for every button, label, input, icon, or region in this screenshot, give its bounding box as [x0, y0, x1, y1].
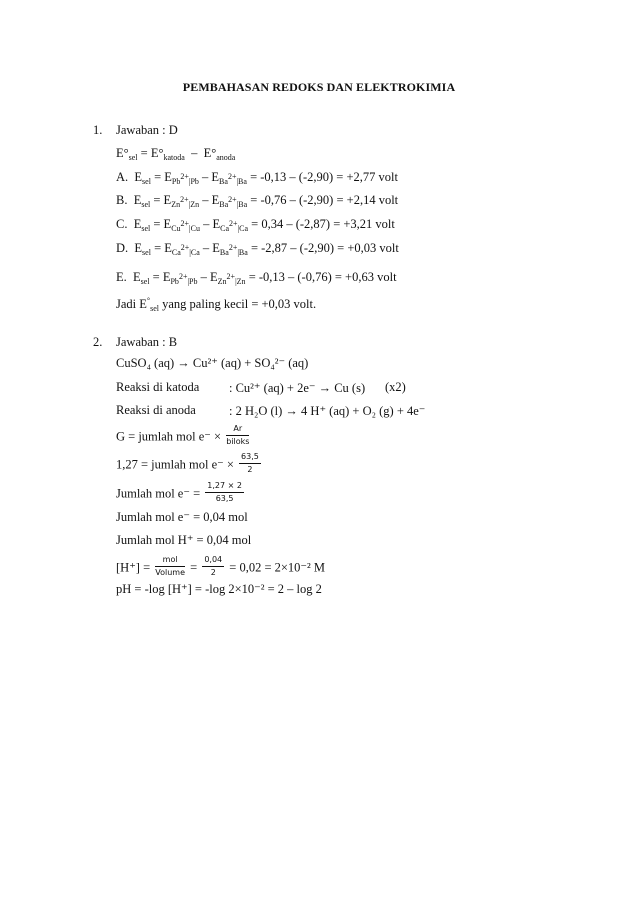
fraction [205, 481, 244, 504]
cathode-couple [171, 219, 200, 233]
metal-symbol: |Ba [237, 248, 248, 257]
anoda-equation: : 2 H₂O (l) → 4 H⁺ (aq) + O₂ (g) + 4e⁻ [229, 404, 426, 418]
fraction [155, 555, 185, 578]
ion-symbol: Ba [219, 177, 228, 186]
katoda-multiplier: (x2) [385, 380, 406, 394]
numerator: mol [155, 555, 185, 567]
conclusion-post: yang paling kecil = +0,03 volt. [159, 297, 317, 311]
sel-subscript: sel [128, 153, 138, 162]
anode-couple [219, 243, 248, 257]
minus-sign: – [184, 146, 204, 160]
ion-symbol: Zn [171, 200, 181, 209]
electron-mol-result: Jumlah mol e⁻ = 0,04 mol [116, 510, 248, 524]
cathode-couple [170, 272, 198, 286]
numerator: 1,27 × 2 [205, 481, 244, 493]
e-symbol: E° [150, 146, 164, 160]
metal-symbol: |Zn [235, 277, 246, 286]
option-label: C. [116, 217, 128, 231]
eq-sign: = [187, 560, 201, 575]
denominator: 2 [210, 568, 216, 577]
option-row: C. $E_{sel} = E_{Cu2+|Cu} - E_{Ca2+|Ca} = 0,34 - (-2,87) = +3,21$ volt [116, 217, 395, 233]
ion-symbol: Ba [219, 248, 229, 257]
option-row: A. $E_{sel} = E_{Pb2+|Pb} - E_{Ba2+|Ba} = -0,13 - (-2,90) = +2,77$ volt [116, 170, 398, 186]
ion-charge: 2+ [178, 272, 188, 281]
conclusion [116, 297, 316, 313]
ion-charge: 2+ [227, 172, 237, 181]
ion-symbol: Pb [171, 177, 181, 186]
katoda-equation: : Cu²⁺ (aq) + 2e⁻ → Cu (s) [229, 381, 366, 395]
katoda-subscript: katoda [163, 153, 185, 162]
ion-symbol: Zn [217, 277, 227, 286]
option-value: = -0,13 – (-0,76) = +0,63 volt [245, 270, 397, 284]
sel-subscript: sel [140, 277, 150, 286]
sel-subscript: sel [141, 200, 151, 209]
ion-symbol: Ca [220, 224, 230, 233]
metal-symbol: |Ba [236, 200, 248, 209]
option-label: E. [116, 270, 127, 284]
ion-symbol: Pb [170, 277, 179, 286]
g-formula [116, 426, 251, 449]
g-formula-text: G = jumlah mol e⁻ × [116, 429, 222, 444]
cathode-couple [171, 172, 199, 186]
ion-charge: 2+ [228, 243, 238, 252]
cathode-couple [171, 195, 200, 209]
numerator: 0,04 [202, 555, 224, 567]
option-row: D. $E_{sel} = E_{Ca2+|Ca} - E_{Ba2+|Ba} = -2,87 - (-2,90) = +0,03$ volt [116, 241, 399, 257]
ph-equation: pH = -log [H⁺] = -log 2×10⁻² = 2 – log 2 [116, 582, 322, 596]
option-label: D. [116, 241, 129, 255]
denominator: Volume [155, 568, 186, 577]
eq-sign: = [137, 146, 151, 160]
dissociation-reaction: CuSO₄ (aq) → Cu²⁺ (aq) + SO₄²⁻ (aq) [116, 356, 309, 370]
ion-charge: 2+ [228, 195, 237, 204]
electron-mol-text: Jumlah mol e⁻ = [116, 486, 201, 501]
denominator: 63,5 [215, 494, 234, 503]
mass-equation-text: 1,27 = jumlah mol e⁻ × [116, 457, 234, 472]
sel-subscript: sel [150, 304, 159, 313]
metal-symbol: |Ca [237, 224, 249, 233]
katoda-label: Reaksi di katoda [116, 380, 200, 394]
denominator: biloks [226, 437, 250, 446]
option-value: = -0,13 – (-2,90) = +2,77 volt [246, 170, 398, 184]
metal-symbol: |Cu [189, 224, 200, 233]
concentration-lhs: [H⁺] = [116, 560, 151, 575]
ecell-formula [116, 146, 235, 162]
cathode-couple [171, 243, 200, 257]
anoda-subscript: anoda [216, 153, 236, 162]
h-ion-mol: Jumlah mol H⁺ = 0,04 mol [116, 533, 252, 547]
degree-mark: ° [146, 296, 151, 305]
metal-symbol: |Zn [188, 200, 200, 209]
mass-equation [116, 454, 263, 477]
question-1-number: 1. [93, 123, 103, 137]
ion-symbol: Cu [171, 224, 181, 233]
ion-symbol: Ca [171, 248, 181, 257]
numerator: 63,5 [239, 452, 261, 464]
option-label: B. [116, 193, 128, 207]
fraction [239, 452, 261, 475]
anode-couple [217, 272, 246, 286]
anode-couple [220, 219, 249, 233]
electron-mol-equation [116, 483, 246, 506]
ion-charge: 2+ [180, 243, 190, 252]
denominator: 2 [247, 465, 253, 474]
fraction [226, 424, 249, 447]
concentration-result: = 0,02 = 2×10⁻² M [226, 560, 325, 575]
question-2-number: 2. [93, 335, 103, 349]
numerator: Ar [226, 424, 249, 436]
page-title: PEMBAHASAN REDOKS DAN ELEKTROKIMIA [182, 80, 456, 94]
ion-charge: 2+ [180, 219, 190, 228]
option-value: = -2,87 – (-2,90) = +0,03 volt [247, 241, 399, 255]
sel-subscript: sel [141, 224, 151, 233]
concentration-equation [116, 557, 325, 580]
option-value: = -0,76 – (-2,90) = +2,14 volt [247, 193, 399, 207]
metal-symbol: |Ba [236, 177, 247, 186]
ion-charge: 2+ [180, 172, 189, 181]
sel-subscript: sel [142, 248, 151, 257]
conclusion-pre: Jadi E [116, 297, 147, 311]
ion-charge: 2+ [226, 272, 236, 281]
option-row: E. $E_{sel} = E_{Pb2+|Pb} - E_{Zn2+|Zn} = -0,13 - (-0,76) = +0,63$ volt [116, 270, 397, 286]
metal-symbol: |Pb [187, 277, 198, 286]
e-symbol: E° [116, 146, 129, 160]
metal-symbol: |Pb [188, 177, 199, 186]
fraction [202, 555, 224, 578]
sel-subscript: sel [142, 177, 151, 186]
option-label: A. [116, 170, 129, 184]
option-row: B. $E_{sel} = E_{Zn2+|Zn} - E_{Ba2+|Ba} = -0,76 - (-2,90) = +2,14$ volt [116, 193, 399, 209]
option-value: = 0,34 – (-2,87) = +3,21 volt [248, 217, 395, 231]
ion-charge: 2+ [229, 219, 238, 228]
question-1-answer: Jawaban : D [116, 123, 178, 137]
anoda-label: Reaksi di anoda [116, 403, 196, 417]
anode-couple [219, 195, 248, 209]
anode-couple [219, 172, 247, 186]
question-2-answer: Jawaban : B [116, 335, 178, 349]
metal-symbol: |Ca [189, 248, 200, 257]
ion-symbol: Ba [219, 200, 229, 209]
ion-charge: 2+ [180, 195, 189, 204]
e-symbol: E° [203, 146, 217, 160]
